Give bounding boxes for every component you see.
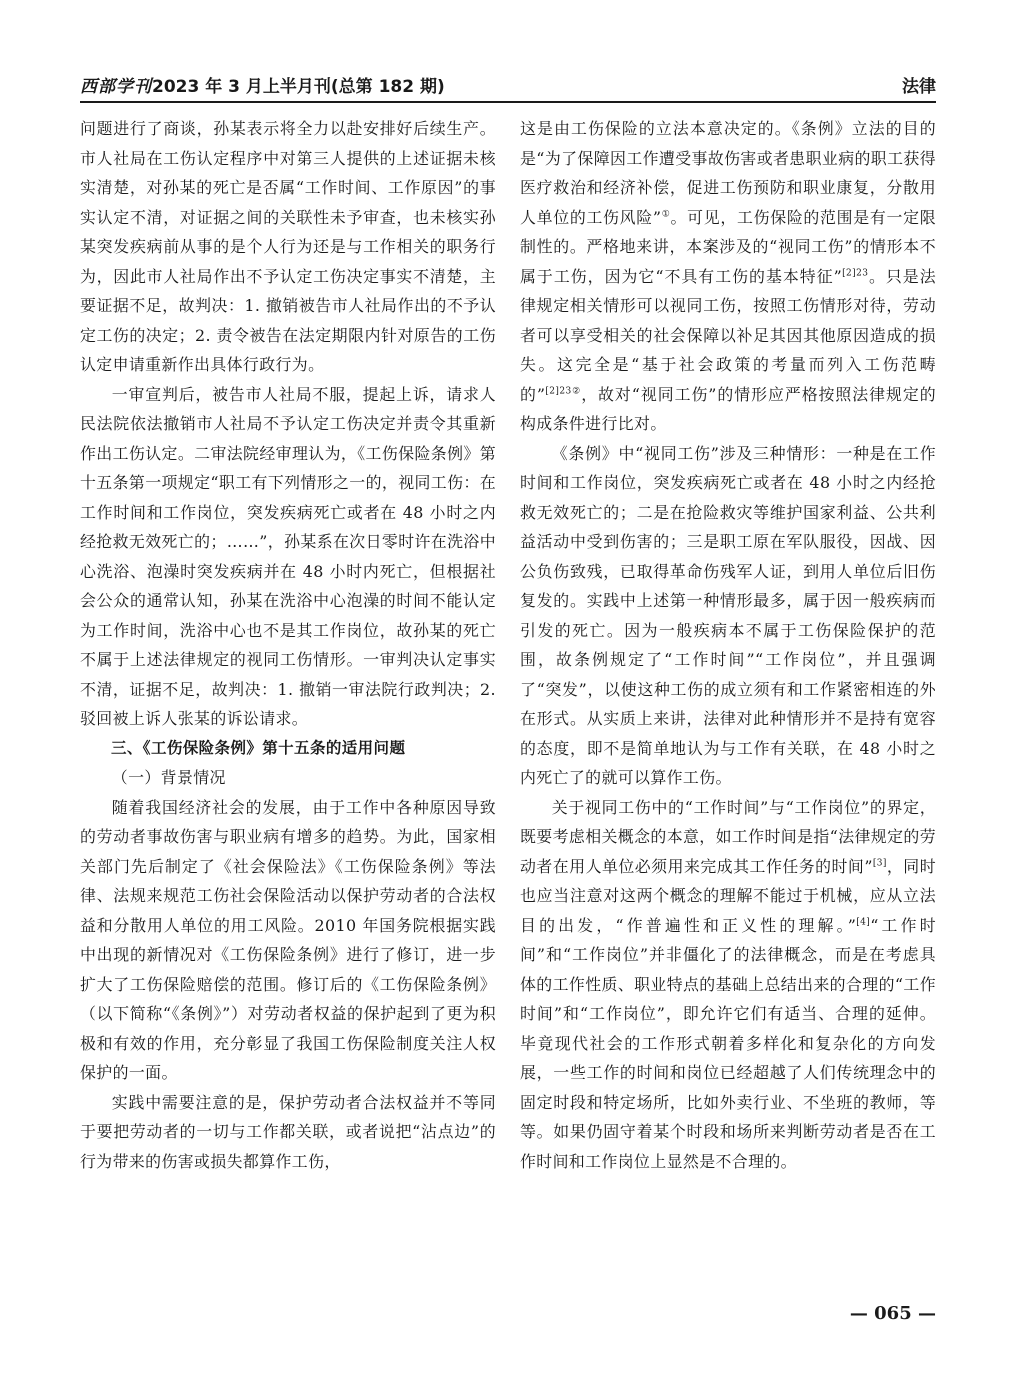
running-header: [80, 66, 936, 100]
left-column: [80, 114, 496, 1176]
right-column: [520, 114, 936, 1176]
paragraph-left-4: 实践中需要注意的是，保护劳动者合法权益并不等同于要把劳动者的一切与工作都关联，或者说把“沾点边”的行为带来的伤害或损失都算作工伤，: [80, 1092, 496, 1171]
text-run: ，故对“视同工伤”的情形应严格按照法律规定的构成条件进行比对。: [520, 384, 936, 433]
paragraph-right-2: 《条例》中“视同工伤”涉及三种情形：一种是在工作时间和工作岗位，突发疾病死亡或者在 48 小时之内经抢救无效死亡的；二是在抢险救灾等维护国家利益、公共利益活动中受到伤害的；三是职工原在军队服役，因战、因公负伤致残，已取得革命伤残军人证，到用人单位后旧伤复发的。实践中上述第一种情形最多，属于因一般疾病而引发的死亡。因为一般疾病本不属于工伤保险保护的范围，故条例规定了“工作时间”“工作岗位”，并且强调了“突发”，以使这种工伤的成立须有和工作紧密相连的外在形式。从实质上来讲，法律对此种情形并不是持有宽容的态度，即不是简单地认为与工作有关联，在 48 小时之内死亡了的就可以算作工伤。: [520, 443, 936, 787]
section-heading: 三、《工伤保险条例》第十五条的适用问题: [111, 738, 406, 757]
citation-marker: [2]23②: [545, 386, 582, 397]
text-run: 这是由工伤保险的立法本意决定的。《条例》立法的目的是“为了保障因工作遭受事故伤害或者患职业病的职工获得医疗救治和经济补偿，促进工伤预防和职业康复，分散用人单位的工伤风险”: [520, 119, 936, 227]
journal-logo: 西部学刊: [80, 77, 152, 97]
paragraph-right-1: [520, 114, 936, 439]
paragraph-right-3: [520, 793, 936, 1177]
text-run: 。可见，工伤保险的范围是有一定限制性的。严格地来讲，本案涉及的“视同工伤”的情形本不属于工伤，因为它“不具有工伤的基本特征”: [520, 207, 937, 286]
text-run: 。只是法律规定相关情形可以视同工伤，按照工伤情形对待，劳动者可以享受相关的社会保障以补足其因其他原因造成的损失。这完全是“基于社会政策的考量而列入工伤范畴的”: [520, 266, 937, 404]
issue-info: 2023 年 3 月上半月刊(总第 182 期): [152, 77, 445, 97]
citation-marker: [3]: [872, 858, 887, 869]
section-label: 法律: [902, 77, 936, 97]
citation-marker: [4]: [856, 917, 871, 928]
text-run: 关于视同工伤中的“工作时间”与“工作岗位”的界定，既要考虑相关概念的本意，如工作时间是指“法律规定的劳动者在用人单位必须用来完成其工作任务的时间”: [520, 797, 936, 876]
text-run: ，同时也应当注意对这两个概念的理解不能过于机械，应从立法目的出发，“作普遍性和正义性的理解。”: [520, 856, 936, 935]
paragraph-left-2: 一审宣判后，被告市人社局不服，提起上诉，请求人民法院依法撤销市人社局不予认定工伤决定并责令其重新作出工伤认定。二审法院经审理认为，《工伤保险条例》第十五条第一项规定“职工有下列情形之一的，视同工伤：在工作时间和工作岗位，突发疾病死亡或者在 48 小时之内经抢救无效死亡的；……”，孙某系在次日零时许在洗浴中心洗浴、泡澡时突发疾病并在 48 小时内死亡，但根据社会公众的通常认知，孙某在洗浴中心泡澡的时间不能认定为工作时间，洗浴中心也不是其工作岗位，故孙某的死亡不属于上述法律规定的视同工伤情形。一审判决认定事实不清，证据不足，故判决：1. 撤销一审法院行政判决；2. 驳回被上诉人张某的诉讼请求。: [80, 384, 496, 728]
sub-heading: （一）背景情况: [111, 768, 226, 787]
journal-issue-line: [80, 72, 445, 97]
header-rule: [80, 101, 936, 103]
page-number: — 065 —: [849, 1303, 936, 1324]
text-run: “工作时间”和“工作岗位”并非僵化了的法律概念，而是在考虑具体的工作性质、职业特点的基础上总结出来的合理的“工作时间”和“工作岗位”，即允许它们有适当、合理的延伸。毕竟现代社会的工作形式朝着多样化和复杂化的方向发展，一些工作的时间和岗位已经超越了人们传统理念中的固定时段和特定场所，比如外卖行业、不坐班的教师，等等。如果仍固守着某个时段和场所来判断劳动者是否在工作时间和工作岗位上显然是不合理的。: [520, 915, 936, 1171]
citation-marker: [2]23: [842, 268, 869, 279]
footnote-marker: ①: [661, 209, 671, 220]
paragraph-left-1: 问题进行了商谈，孙某表示将全力以赴安排好后续生产。市人社局在工伤认定程序中对第三人提供的上述证据未核实清楚，对孙某的死亡是否属“工作时间、工作原因”的事实认定不清，对证据之间的关联性未予审查，也未核实孙某突发疾病前从事的是个人行为还是与工作相关的职务行为，因此市人社局作出不予认定工伤决定事实不清楚，主要证据不足，故判决：1. 撤销被告市人社局作出的不予认定工伤的决定；2. 责令被告在法定期限内针对原告的工伤认定申请重新作出具体行政行为。: [80, 119, 496, 374]
paragraph-left-3: 随着我国经济社会的发展，由于工作中各种原因导致的劳动者事故伤害与职业病有增多的趋势。为此，国家相关部门先后制定了《社会保险法》《工伤保险条例》等法律、法规来规范工伤社会保险活动以保护劳动者的合法权益和分散用人单位的用工风险。2010 年国务院根据实践中出现的新情况对《工伤保险条例》进行了修订，进一步扩大了工伤保险赔偿的范围。修订后的《工伤保险条例》（以下简称“《条例》”）对劳动者权益的保护起到了更为积极和有效的作用，充分彰显了我国工伤保险制度关注人权保护的一面。: [80, 797, 496, 1082]
